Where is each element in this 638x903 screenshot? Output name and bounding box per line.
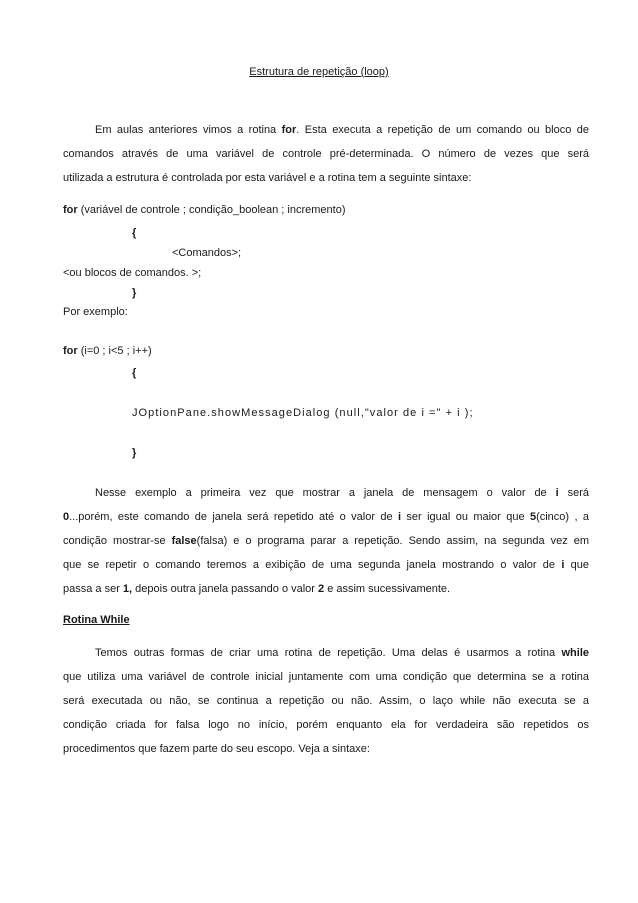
intro-line-2: comandos através de uma variável de controle pré-determinada. O número de vezes que será <box>63 148 589 160</box>
page-title: Estrutura de repetição (loop) <box>249 66 389 78</box>
example-for-line <box>63 344 152 358</box>
syntax-params: (variável de controle ; condição_boolean ; incremento) <box>77 204 346 216</box>
value-false: false <box>171 535 197 547</box>
value-zero: 0 <box>63 511 70 523</box>
while-line-2: que utiliza uma variável de controle inicial juntamente com uma condição que determina se a rotina <box>63 671 589 683</box>
while-line-4: condição criada for falsa logo no início, porém enquanto ela for verdadeira são repetidos os <box>63 719 589 731</box>
explain-text: (cinco) , a <box>536 511 590 523</box>
explain-line-1 <box>63 486 589 500</box>
example-params: (i=0 ; i<5 ; i++) <box>77 345 152 357</box>
explain-text: que se repetir o comando teremos a exibição de uma segunda janela mostrando o valor de <box>63 559 562 571</box>
explain-text: ...porém, este comando de janela será repetido até o valor de <box>69 511 398 523</box>
syntax-open-brace <box>132 226 136 240</box>
example-statement: JOptionPane.showMessageDialog (null,"valor de i =" + i ); <box>132 407 474 419</box>
keyword-while: while <box>561 647 589 659</box>
syntax-blocks: <ou blocos de comandos. >; <box>63 267 202 279</box>
syntax-commands: <Comandos>; <box>172 247 242 259</box>
while-text: Temos outras formas de criar uma rotina de repetição. Uma delas é usarmos a rotina <box>95 647 562 659</box>
explain-line-4 <box>63 558 589 572</box>
section-heading-while: Rotina While <box>63 614 130 626</box>
var-i: i <box>561 559 565 571</box>
explain-text: Nesse exemplo a primeira vez que mostrar a janela de mensagem o valor de <box>95 487 556 499</box>
var-i: i <box>555 487 559 499</box>
intro-text: . Esta executa a repetição de um comando ou bloco de <box>296 124 589 136</box>
syntax-close-brace <box>132 286 136 300</box>
var-i: i <box>397 511 402 523</box>
while-line-5: procedimentos que fazem parte do seu escopo. Veja a sintaxe: <box>63 743 370 755</box>
intro-line-1 <box>63 123 589 137</box>
brace: } <box>132 287 137 299</box>
keyword-for: for <box>63 345 78 357</box>
example-label: Por exemplo: <box>63 306 128 318</box>
while-line-1 <box>63 646 589 660</box>
keyword-for: for <box>281 124 297 136</box>
explain-text: depois outra janela passando o valor <box>132 583 319 595</box>
explain-text: ser igual ou maior que <box>401 511 530 523</box>
value-two: 2 <box>318 583 325 595</box>
explain-text: (falsa) e o programa parar a repetição. Sendo assim, na segunda vez em <box>196 535 589 547</box>
explain-text: e assim sucessivamente. <box>324 583 451 595</box>
syntax-for-line <box>63 203 346 217</box>
explain-text: será <box>558 487 589 499</box>
while-line-3: será executada ou não, se continua a repetição ou não. Assim, o laço while não executa se a <box>63 695 589 707</box>
explain-text: que <box>564 559 589 571</box>
explain-line-3 <box>63 534 589 548</box>
intro-text: Em aulas anteriores vimos a rotina <box>95 124 282 136</box>
example-open-brace <box>132 366 136 380</box>
explain-line-5 <box>63 582 589 596</box>
intro-line-3: utilizada a estrutura é controlada por esta variável e a rotina tem a seguinte sintaxe: <box>63 172 472 184</box>
example-close-brace <box>132 446 136 460</box>
keyword-for: for <box>63 204 78 216</box>
explain-line-2 <box>63 510 589 524</box>
explain-text: passa a ser <box>63 583 123 595</box>
value-one: 1, <box>122 583 133 595</box>
brace: { <box>132 367 137 379</box>
value-five: 5 <box>529 511 537 523</box>
brace: { <box>132 227 137 239</box>
explain-text: condição mostrar-se <box>63 535 172 547</box>
brace: } <box>132 447 137 459</box>
